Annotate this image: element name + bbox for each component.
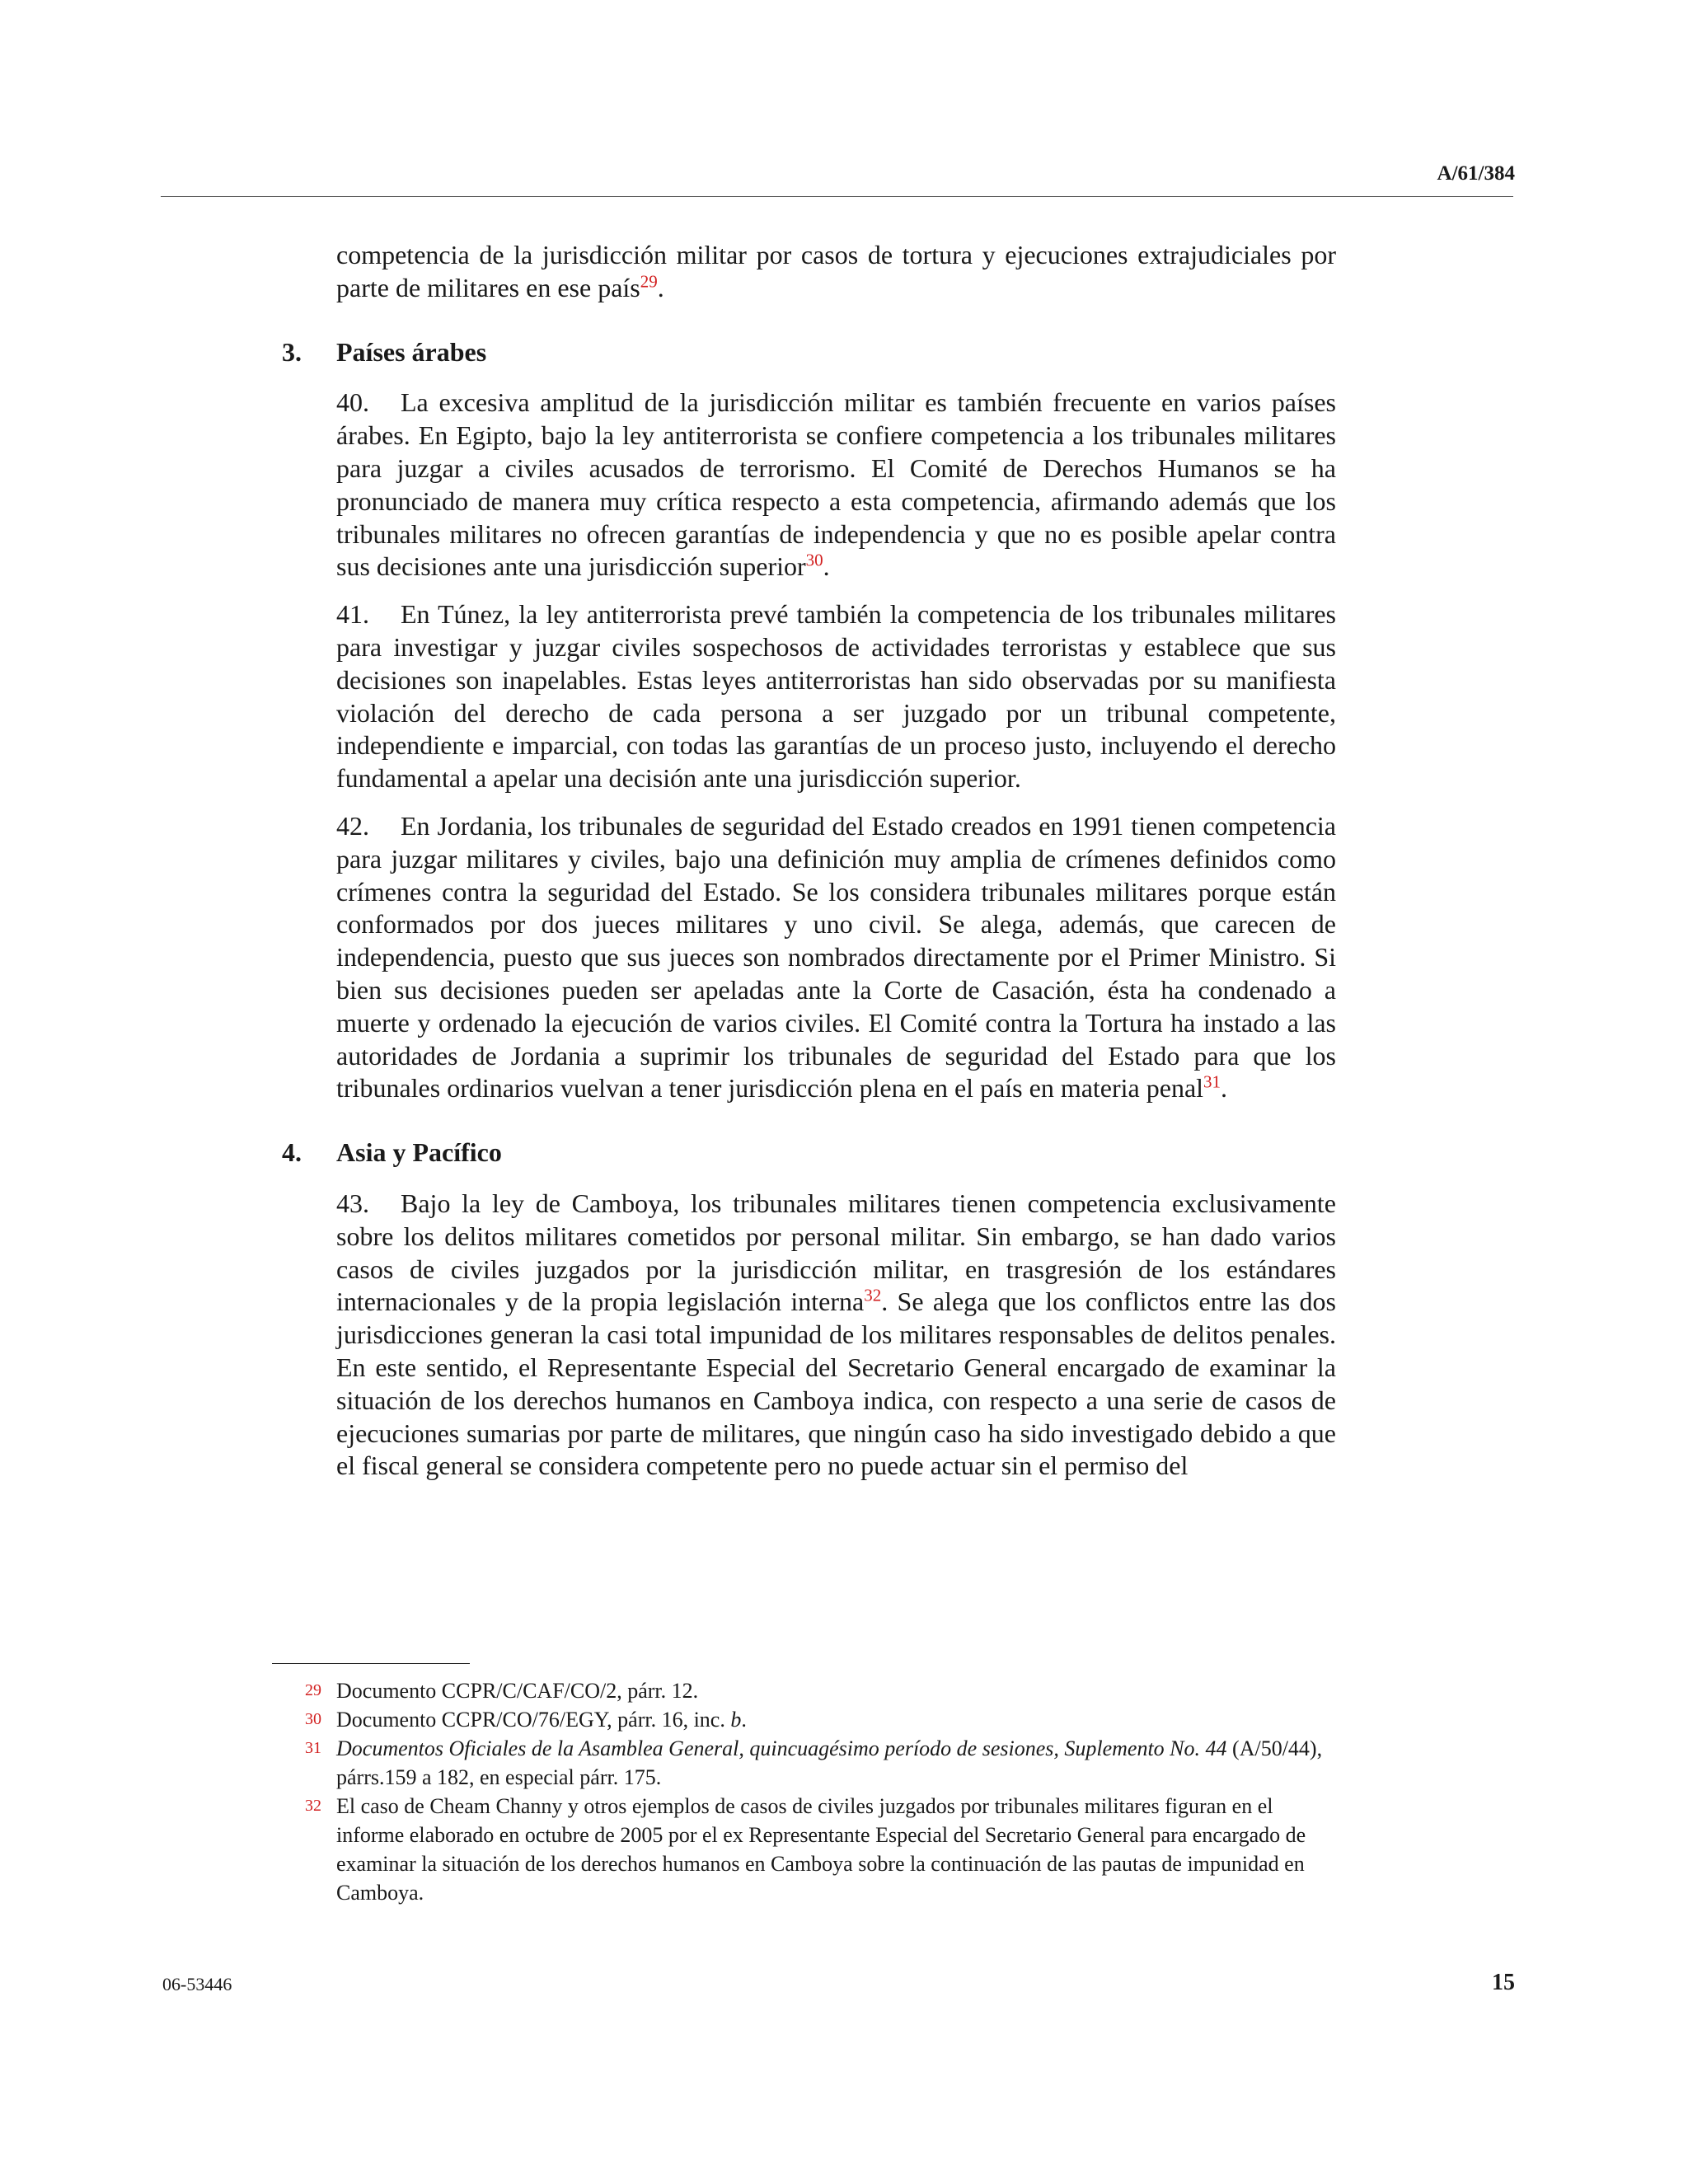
footnote-31 (305, 1734, 1336, 1792)
section-heading-4 (282, 1137, 1336, 1169)
paragraph-number: 40. (336, 387, 369, 418)
footnote-text: Documento CCPR/CO/76/EGY, párr. 16, inc. (336, 1708, 731, 1732)
footnote-30 (305, 1705, 1336, 1734)
paragraph-40 (336, 387, 1336, 583)
header-rule (161, 196, 1513, 197)
section-title: Países árabes (336, 336, 487, 367)
page-number: 15 (1492, 1970, 1515, 1995)
section-number: 3. (282, 336, 302, 367)
footnote-italic: b (730, 1708, 742, 1732)
paragraph-end: . (1221, 1073, 1228, 1104)
footnote-32 (305, 1792, 1336, 1907)
intro-paragraph (336, 239, 1336, 305)
paragraph-text: En Túnez, la ley antiterrorista prevé también la competencia de los tribunales militares para investigar y juzgar civiles sospechosos de actividades terroristas y establece que sus decisiones son inapelables. Estas leyes antiterroristas han sido observadas por su manifiesta violación del derecho de cada persona a ser juzgado por un tribunal competente, independiente e imparcial, con todas las garantías de un proceso justo, incluyendo el derecho fundamental a apelar una decisión ante una jurisdicción superior. (336, 599, 1336, 794)
document-number: 06-53446 (162, 1974, 232, 1994)
footnote-ref-29[interactable]: 29 (640, 271, 658, 292)
footnote-ref-30[interactable]: 30 (805, 550, 823, 570)
footnote-ref-32[interactable]: 32 (864, 1285, 882, 1305)
paragraph-text: La excesiva amplitud de la jurisdicción militar es también frecuente en varios países árabes. En Egipto, bajo la ley antiterrorista se confiere competencia a los tribunales militares para juzgar a civiles acusados de terrorismo. El Comité de Derechos Humanos se ha pronunciado de manera muy crítica respecto a esta competencia, afirmando además que los tribunales militares no ofrecen garantías de independencia y que no es posible apelar contra sus decisiones ante una jurisdicción superior (336, 387, 1336, 582)
footnote-text: El caso de Cheam Channy y otros ejemplos de casos de civiles juzgados por tribunales militares figuran en el informe elaborado en octubre de 2005 por el ex Representante Especial del Secretario General para encargado de examinar la situación de los derechos humanos en Camboya sobre la continuación de las pautas de impunidad en Camboya. (336, 1794, 1306, 1905)
paragraph-41 (336, 598, 1336, 795)
section-number: 4. (282, 1137, 302, 1168)
paragraph-text: En Jordania, los tribunales de seguridad del Estado creados en 1991 tienen competencia para juzgar militares y civiles, bajo una definición muy amplia de crímenes definidos como crímenes contra la seguridad del Estado. Se los considera tribunales militares porque están conformados por dos jueces militares y uno civil. Se alega, además, que carecen de independencia, puesto que sus jueces son nombrados directamente por el Primer Ministro. Si bien sus decisiones pueden ser apeladas ante la Corte de Casación, ésta ha condenado a muerte y ordenado la ejecución de varios civiles. El Comité contra la Tortura ha instado a las autoridades de Jordania a suprimir los tribunales de seguridad del Estado para que los tribunales ordinarios vuelvan a tener jurisdicción plena en el país en materia penal (336, 810, 1336, 1104)
footnote-text: Documento CCPR/C/CAF/CO/2, párr. 12. (336, 1679, 699, 1703)
footnotes (305, 1676, 1336, 1907)
paragraph-text: Bajo la ley de Camboya, los tribunales militares tienen competencia exclusivamente sobre los delitos militares cometidos por personal militar. Sin embargo, se han dado varios casos de civiles juzgados por la jurisdicción militar, en trasgresión de los estándares internacionales y de la propia legislación interna (336, 1188, 1336, 1317)
footnote-mark: 32 (305, 1797, 321, 1815)
footnote-text: (A/50/44), párrs.159 a 182, en especial párr. 175. (336, 1736, 1323, 1789)
paragraph-43 (336, 1188, 1336, 1483)
paragraph-end: . (823, 551, 830, 582)
paragraph-text-continued: . Se alega que los conflictos entre las dos jurisdicciones generan la casi total impunidad de los militares responsables de delitos penales. En este sentido, el Representante Especial del Secretario General encargado de examinar la situación de los derechos humanos en Camboya indica, con respecto a una serie de casos de ejecuciones sumarias por parte de militares, que ningún caso ha sido investigado debido a que el fiscal general se considera competente pero no puede actuar sin el permiso del (336, 1286, 1337, 1481)
intro-text: competencia de la jurisdicción militar por casos de tortura y ejecuciones extrajudiciales por parte de militares en ese país (336, 240, 1336, 302)
main-text (282, 239, 1337, 1483)
paragraph-number: 43. (336, 1188, 369, 1218)
document-symbol: A/61/384 (1437, 162, 1515, 185)
footnote-italic: Documentos Oficiales de la Asamblea General, quincuagésimo período de sesiones, Suplemento No. 44 (336, 1736, 1227, 1760)
paragraph-number: 42. (336, 810, 369, 841)
section-heading-3 (282, 336, 1336, 369)
footnote-mark: 30 (305, 1710, 321, 1728)
footnote-ref-31[interactable]: 31 (1203, 1071, 1221, 1092)
paragraph-number: 41. (336, 599, 369, 630)
intro-end: . (657, 272, 664, 302)
footnote-mark: 31 (305, 1739, 321, 1757)
paragraph-42 (336, 810, 1336, 1105)
footnote-separator (272, 1663, 470, 1664)
section-title: Asia y Pacífico (336, 1137, 502, 1168)
footnote-29 (305, 1676, 1336, 1705)
footnote-tail: . (741, 1708, 747, 1732)
footnote-mark: 29 (305, 1681, 321, 1699)
